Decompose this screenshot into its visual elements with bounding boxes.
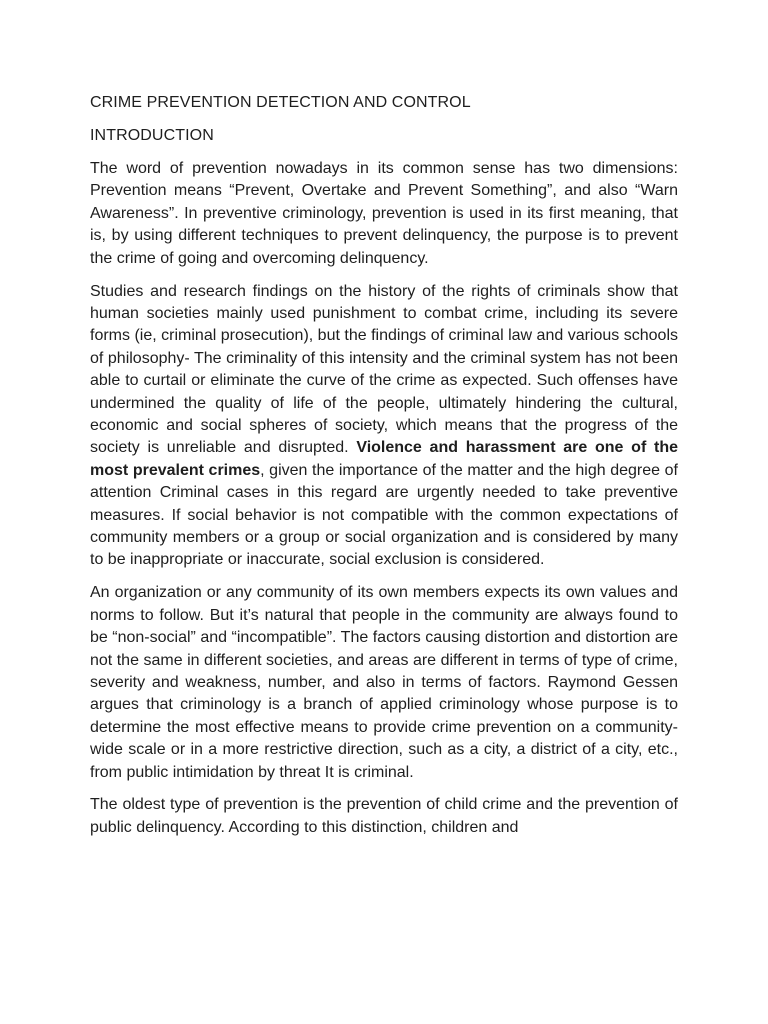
document-title: CRIME PREVENTION DETECTION AND CONTROL bbox=[90, 94, 471, 111]
paragraph-2 bbox=[90, 281, 678, 572]
paragraph-4: The oldest type of prevention is the prevention of child crime and the prevention of public delinquency. According to this distinction, children and bbox=[90, 796, 678, 836]
section-heading: INTRODUCTION bbox=[90, 127, 214, 144]
paragraph-2-bold-text: Violence and harassment are one of the most prevalent crimes bbox=[90, 439, 678, 479]
paragraph-1: The word of prevention nowadays in its common sense has two dimensions: Prevention means “Prevent, Overtake and Prevent Something”, and also “Warn Awareness”. In preventive criminology, prevention is used in its first meaning, that is, by using different techniques to prevent delinquency, the purpose is to prevent the crime of going and overcoming delinquency. bbox=[90, 160, 678, 267]
paragraph-3: An organization or any community of its own members expects its own values and norms to follow. But it’s natural that people in the community are always found to be “non-social” and “incompatible”. The factors causing distortion and distortion are not the same in different societies, and areas are different in terms of type of crime, severity and weakness, number, and also in terms of factors. Raymond Gessen argues that criminology is a branch of applied criminology whose purpose is to determine the most effective means to provide crime prevention on a community-wide scale or in a more restrictive direction, such as a city, a district of a city, etc., from public intimidation by threat It is criminal. bbox=[90, 584, 678, 781]
paragraph-2-text-start: Studies and research findings on the history of the rights of criminals show that human societies mainly used punishment to combat crime, including its severe forms (ie, criminal prosecution), but the findings of criminal law and various schools of philosophy- The criminality of this intensity and the criminal system has not been able to curtail or eliminate the curve of the crime as expected. Such offenses have undermined the quality of life of the people, ultimately hindering the cultural, economic and social spheres of society, which means that the progress of the society is unreliable and disrupted. bbox=[90, 282, 678, 457]
paragraph-2-text-end: , given the importance of the matter and the high degree of attention Criminal cases in this regard are urgently needed to take preventive measures. If social behavior is not compatible with the common expectations of community members or a group or social organization and is considered by many to be inappropriate or inaccurate, social exclusion is considered. bbox=[90, 461, 678, 569]
